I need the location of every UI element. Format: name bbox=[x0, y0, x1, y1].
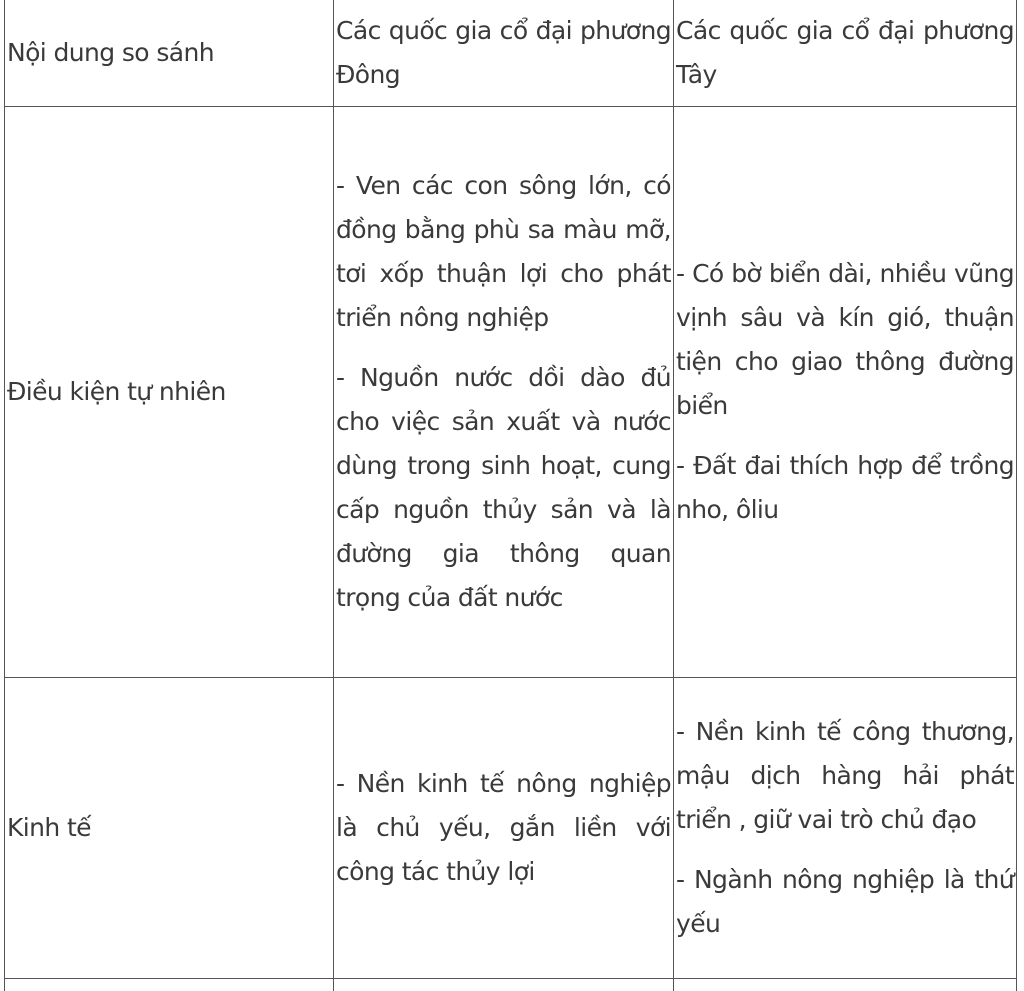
cell-paragraph: - Nền kinh tế công thương, mậu dịch hàng hải phát triển , giữ vai trò chủ đạo bbox=[676, 717, 1014, 834]
cell-paragraph: - Nền kinh tế nông nghiệp là chủ yếu, gắn liền với công tác thủy lợi bbox=[336, 769, 671, 886]
cell-paragraph: - Ven các con sông lớn, có đồng bằng phù sa màu mỡ, tơi xốp thuận lợi cho phát triển nông nghiệp bbox=[336, 171, 671, 332]
table-row bbox=[5, 107, 1017, 678]
cell-east-economy bbox=[334, 678, 674, 979]
table-row bbox=[5, 678, 1017, 979]
empty-cell bbox=[334, 979, 674, 991]
cell-paragraph: - Có bờ biển dài, nhiều vũng vịnh sâu và kín gió, thuận tiện cho giao thông đường biển bbox=[676, 259, 1014, 420]
table-row-partial bbox=[5, 979, 1017, 991]
cell-east-natural-conditions bbox=[334, 107, 674, 678]
header-cell-west: Các quốc gia cổ đại phương Tây bbox=[674, 0, 1017, 107]
cell-west-economy bbox=[674, 678, 1017, 979]
header-cell-criteria: Nội dung so sánh bbox=[5, 0, 334, 107]
header-cell-east: Các quốc gia cổ đại phương Đông bbox=[334, 0, 674, 107]
empty-cell bbox=[5, 979, 334, 991]
cell-west-natural-conditions bbox=[674, 107, 1017, 678]
cell-paragraph: - Nguồn nước dồi dào đủ cho việc sản xuất và nước dùng trong sinh hoạt, cung cấp nguồn thủy sản và là đường gia thông quan trọng của đất nước bbox=[336, 363, 671, 612]
row-label-natural-conditions: Điều kiện tự nhiên bbox=[5, 107, 334, 678]
empty-cell bbox=[674, 979, 1017, 991]
document-page bbox=[4, 0, 1024, 991]
row-label-economy: Kinh tế bbox=[5, 678, 334, 979]
table-header-row bbox=[5, 0, 1017, 107]
cell-paragraph: - Đất đai thích hợp để trồng nho, ôliu bbox=[676, 451, 1014, 524]
comparison-table bbox=[4, 0, 1017, 991]
cell-paragraph: - Ngành nông nghiệp là thứ yếu bbox=[676, 865, 1014, 938]
